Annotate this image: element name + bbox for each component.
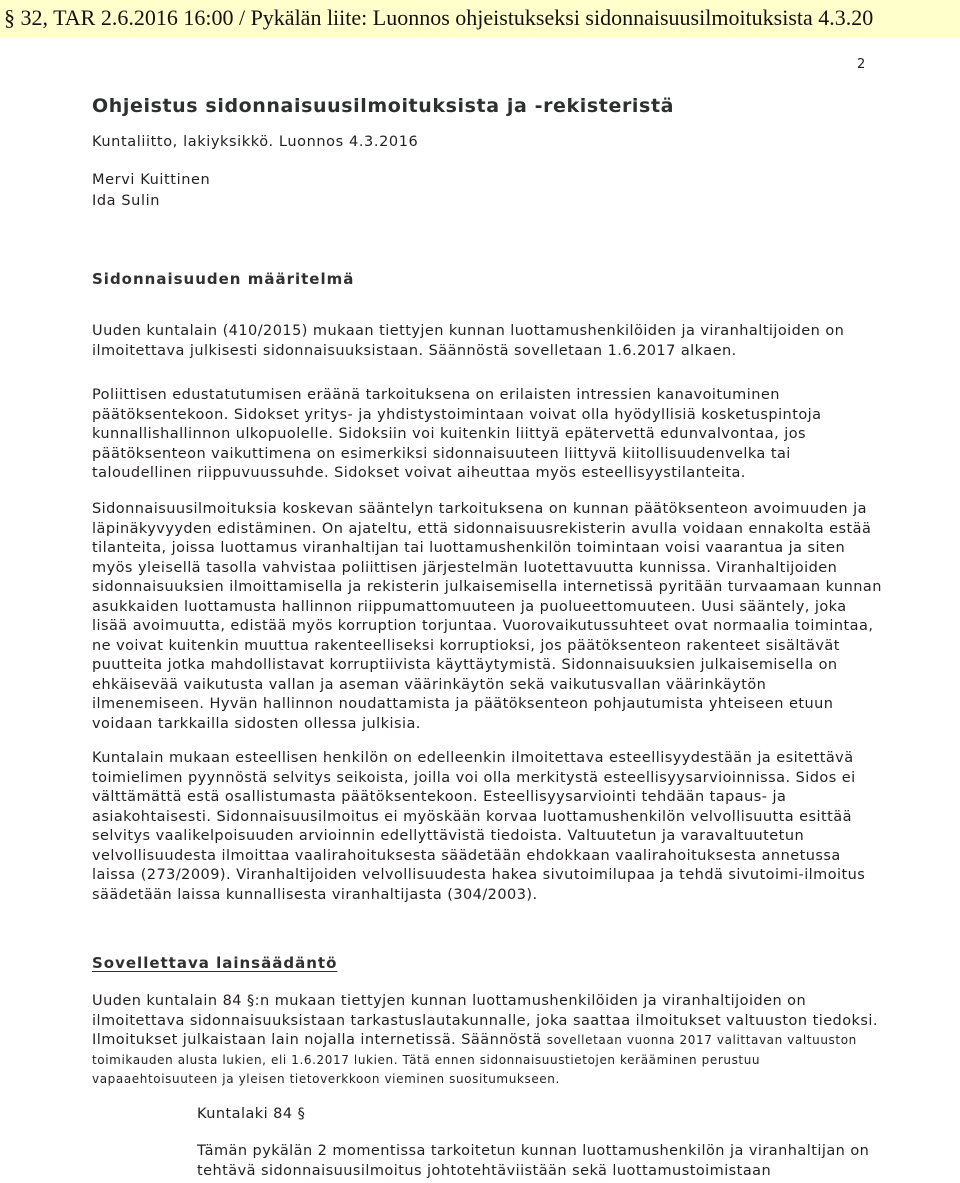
viewer-header-bar: [0, 0, 960, 38]
org-line: Kuntaliitto, lakiyksikkö. Luonnos 4.3.2016: [92, 134, 419, 150]
page-number: 2: [857, 57, 866, 72]
section-heading-definition: Sidonnaisuuden määritelmä: [92, 270, 355, 288]
paragraph: [92, 992, 882, 1090]
paragraph-main-text: Uuden kuntalain 84 §:n mukaan tiettyjen kunnan luottamushenkilöiden ja viranhaltijoiden on ilmoitettava sidonnaisuuksistaan tarkastuslautakunnalle, joka saattaa ilmoitukset valtuuston tiedoksi. Ilmoitukset julkaistaan lain nojalla internetissä. Säännöstä: [92, 993, 878, 1048]
author-name: Mervi Kuittinen: [92, 172, 211, 188]
section-heading-legislation: Sovellettava lainsäädäntö: [92, 954, 338, 972]
paragraph: Uuden kuntalain (410/2015) mukaan tiettyjen kunnan luottamushenkilöiden ja viranhaltijoiden on ilmoitettava julkisesti sidonnaisuuksistaan. Säännöstä sovelletaan 1.6.2017 alkaen.: [92, 323, 845, 359]
law-quote-text: Tämän pykälän 2 momentissa tarkoitetun kunnan luottamushenkilön ja viranhaltijan on tehtävä sidonnaisuusilmoitus johtotehtäviistään sekä luottamustoimistaan: [197, 1143, 870, 1179]
paragraph: Poliittisen edustatutumisen eräänä tarkoituksena on erilaisten intressien kanavoituminen päätöksentekoon. Sidokset yritys- ja yhdistystoimintaan voivat olla hyödyllisiä kosketuspintoja kunnallishallinnon ulkopuolelle. Sidoksiin voi kuitenkin liittyä epätervettä edunvalvontaa, jos päätöksenteon vaikuttimena on esimerkiksi sidonnaisuuteen liittyvä kiitollisuudenvelka tai taloudellinen riippuvuussuhde. Sidokset voivat aiheuttaa myös esteellisyystilanteita.: [92, 387, 822, 481]
paragraph: Sidonnaisuusilmoituksia koskevan sääntelyn tarkoituksena on kunnan päätöksenteon avoimuuden ja läpinäkyvyyden edistäminen. On ajateltu, että sidonnaisuusrekisterin avulla voidaan ennakolta estää tilanteita, joissa luottamus viranhaltijan tai luottamushenkilön toimintaan voisi vaarantua ja siten myös yleisellä tasolla vahvistaa poliittisen järjestelmän luotettavuutta kunnissa. Viranhaltijoiden sidonnaisuuksien ilmoittamisella ja rekisterin julkaisemisella internetissä pyritään turvaamaan kunnan asukkaiden luottamusta hallinnon riippumattomuuteen ja puolueettomuuteen. Uusi sääntely, joka lisää avoimuutta, edistää myös korruption torjuntaa. Vuorovaikutussuhteet ovat normaalia toimintaa, ne voivat kuitenkin muuttua rakenteelliseksi korruptioksi, jos päätöksenteon rakenteet sisältävät puutteita jotka mahdollistavat korruptiivista käyttäytymistä. Sidonnaisuuksien julkaisemisella on ehkäisevää vaikutusta vallan ja aseman väärinkäytön sekä vaikutusvallan väärinkäytön ilmenemiseen. Hyvän hallinnon noudattamista ja päätöksenteon pohjautumista yhteiseen etuun voidaan tarkkailla sidosten ollessa julkisia.: [92, 501, 882, 732]
author-name: Ida Sulin: [92, 193, 161, 209]
viewer-header-text: § 32, TAR 2.6.2016 16:00 / Pykälän liite: Luonnos ohjeistukseksi sidonnaisuusilmoituksista 4.3.20: [4, 5, 874, 30]
paragraph: Kuntalain mukaan esteellisen henkilön on edelleenkin ilmoitettava esteellisyydestään ja esitettävä toimielimen pyynnöstä selvitys seikoista, joilla voi olla merkitystä esteellisyysarvioinnissa. Sidos ei välttämättä estä osallistumasta päätöksentekoon. Esteellisyysarviointi tehdään tapaus- ja asiakohtaisesti. Sidonnaisuusilmoitus ei myöskään korvaa luottamushenkilön velvollisuutta esittää selvitys vaalikelpoisuuden arvioinnin edellyttävistä tiedoista. Valtuutetun ja varavaltuutetun velvollisuudesta ilmoittaa vaalirahoituksesta säädetään ehdokkaan vaalirahoituksesta annetussa laissa (273/2009). Viranhaltijoiden velvollisuudesta hakea sivutoimilupaa ja tehdä sivutoimi-ilmoitus säädetään laissa kunnallisesta viranhaltijasta (304/2003).: [92, 750, 866, 903]
document-title: Ohjeistus sidonnaisuusilmoituksista ja -rekisteristä: [92, 95, 675, 117]
paragraph-small-text: sovelletaan vuonna 2017 valittavan valtuuston toimikauden alusta lukien, eli 1.6.2017 lukien. Tätä ennen sidonnaisuustietojen kerääminen perustuu vapaaehtoisuuteen ja yleisen tietoverkkoon vieminen suositumukseen.: [92, 1033, 857, 1086]
law-quote-title: Kuntalaki 84 §: [197, 1106, 306, 1122]
